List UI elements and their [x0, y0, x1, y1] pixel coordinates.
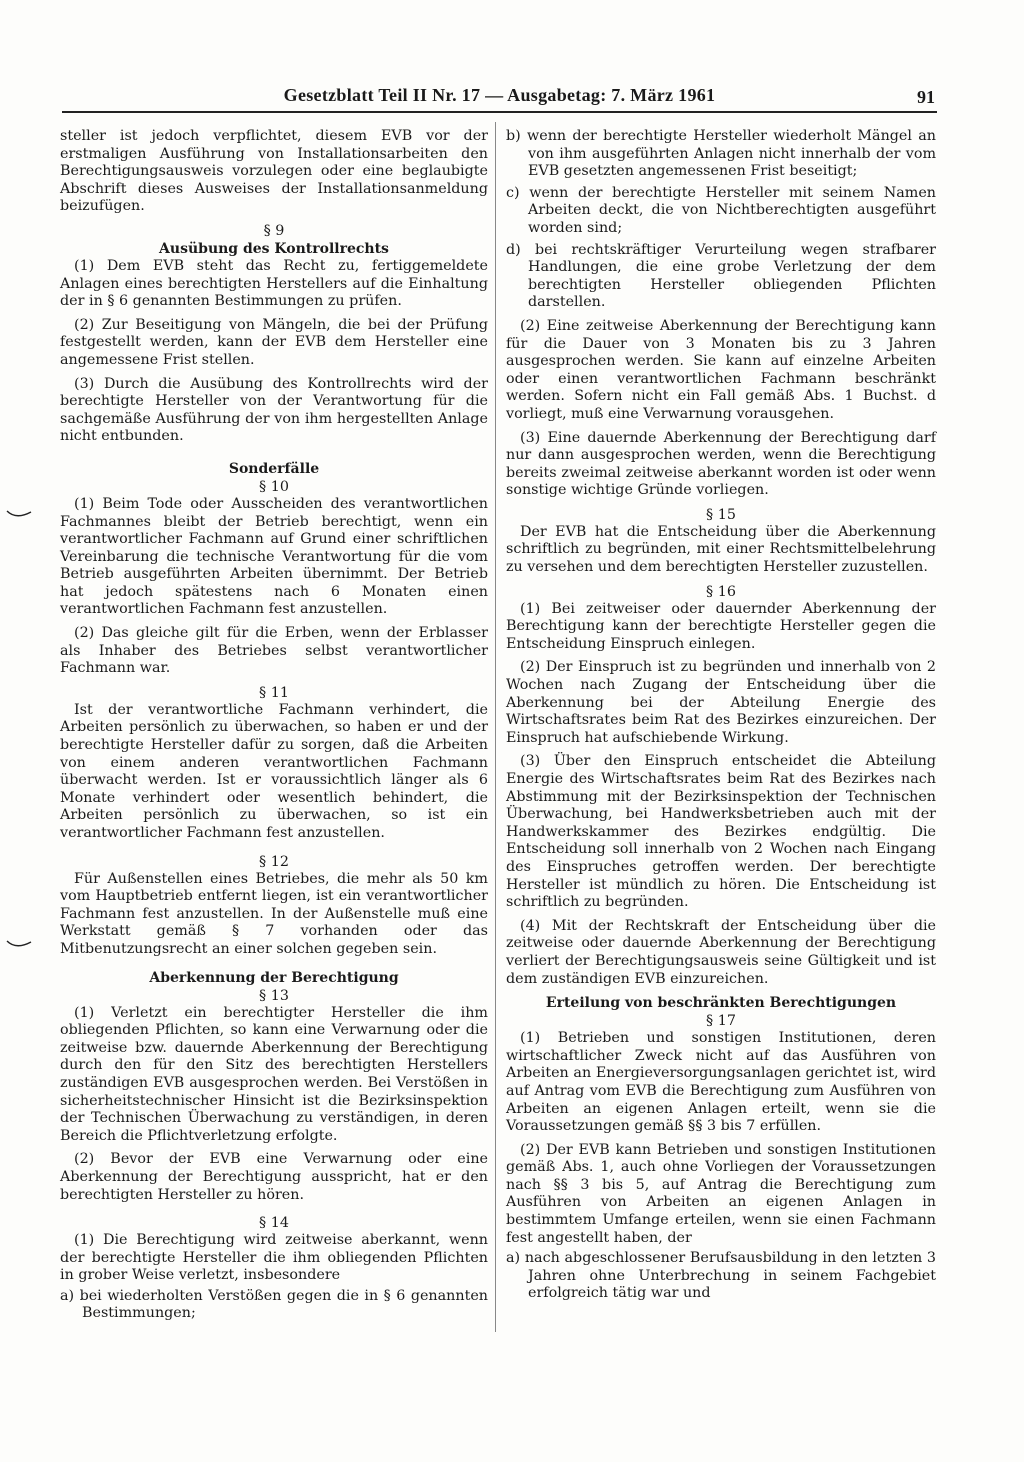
section-number: § 10 — [259, 478, 289, 495]
list-item: a) bei wiederholten Verstößen gegen die in § 6 genannten Bestimmungen; — [60, 1287, 488, 1322]
paragraph: (4) Mit der Rechtskraft der Entscheidung über die zeitweise oder dauernde Aberkennung der Berechtigung verliert der Berechtigungsausweis seine Gültigkeit und ist dem zuständigen EVB einzureichen. — [506, 917, 936, 987]
paragraph: steller ist jedoch verpflichtet, diesem EVB vor der erstmaligen Ausführung von Installationsarbeiten den Berechtigungsausweis vorzulegen oder eine beglaubigte Abschrift dieses Ausweises der Installationsanmeldung beizufügen. — [60, 128, 488, 215]
paragraph: (1) Bei zeitweiser oder dauernder Aberkennung der Berechtigung kann der berechtigte Hersteller gegen die Entscheidung Einspruch einlegen. — [506, 600, 936, 652]
paragraph: Der EVB hat die Entscheidung über die Aberkennung schriftlich zu begründen, mit einer Rechtsmittelbelehrung zu versehen und dem berechtigten Hersteller zuzustellen. — [506, 523, 936, 576]
list-item: b) wenn der berechtigte Hersteller wiederholt Mängel an von ihm ausgeführten Anlagen nicht innerhalb der vom EVB gesetzten angemessenen Frist beseitigt; — [506, 128, 936, 180]
paragraph: (3) Eine dauernde Aberkennung der Berechtigung darf nur dann ausgesprochen werden, wenn die Berechtigung bereits zweimal zeitweise aberkannt worden ist oder wenn sonstige wichtige Gründe vorliegen. — [506, 429, 936, 499]
margin-pencil-mark — [6, 508, 32, 520]
left-column — [60, 128, 488, 1327]
section-number: § 16 — [706, 583, 736, 600]
column-divider — [495, 122, 496, 1332]
paragraph: (2) Der EVB kann Betrieben und sonstigen Institutionen gemäß Abs. 1, auch ohne Vorliegen der Voraussetzungen nach §§ 3 bis 5, auf Antrag die Berechtigung zum Ausführen von Arbeiten an eigenen Anlagen in bestimmtem Umfange erteilen, wenn sie einen Fachmann fest angestellt haben, der — [506, 1141, 936, 1246]
section-number: § 17 — [706, 1013, 736, 1030]
paragraph: (2) Der Einspruch ist zu begründen und innerhalb von 2 Wochen nach Zugang der Entscheidung über die Aberkennung bei der Abteilung Energie des Wirtschaftsrates beim Rat des Bezirkes einzureichen. Der Einspruch hat aufschiebende Wirkung. — [506, 659, 936, 746]
right-column — [506, 128, 936, 1307]
section-number: § 14 — [259, 1215, 289, 1232]
paragraph: (2) Das gleiche gilt für die Erben, wenn der Erblasser als Inhaber des Betriebes selbst verantwortlicher Fachmann war. — [60, 625, 488, 677]
paragraph: (2) Eine zeitweise Aberkennung der Berechtigung kann für die Dauer von 3 Monaten bis zu 3 Jahren ausgesprochen werden. Sie kann auf einzelne Arbeiten oder einen verantwortlichen Fachmann beschränkt werden. Sofern nicht ein Fall gemäß Abs. 1 Buchst. d vorliegt, muß eine Verwarnung vorausgehen. — [506, 317, 936, 422]
section-heading: Aberkennung der Berechtigung — [149, 969, 399, 986]
list-item: a) nach abgeschlossener Berufsausbildung in den letzten 3 Jahren ohne Unterbrechung in seinem Fachgebiet erfolgreich tätig war und — [506, 1250, 936, 1302]
paragraph: (1) Betrieben und sonstigen Institutionen, deren wirtschaftlicher Zweck nicht auf das Ausführen von Arbeiten an Energieversorgungsanlagen gerichtet ist, wird auf Antrag vom EVB die Berechtigung zum Ausführen von Arbeiten an eigenen Anlagen erteilt, wenn sie die Voraussetzungen gemäß §§ 3 bis 7 erfüllen. — [506, 1030, 936, 1135]
paragraph: (1) Verletzt ein berechtigter Hersteller die ihm obliegenden Pflichten, so kann eine Verwarnung oder die zeitweise bzw. dauernde Aberkennung der Berechtigung durch den für den Sitz des berechtigten Herstellers zuständigen EVB ausgesprochen werden. Bei Verstößen in sicherheitstechnischer Hinsicht ist die Bezirksinspektion der Technischen Überwachung zu verständigen, in deren Bereich die Pflichtverletzung erfolgte. — [60, 1004, 488, 1144]
paragraph: (2) Bevor der EVB eine Verwarnung oder eine Aberkennung der Berechtigung ausspricht, hat er den berechtigten Hersteller zu hören. — [60, 1151, 488, 1203]
section-number: § 13 — [259, 987, 289, 1004]
page-number: 91 — [917, 87, 935, 107]
section-heading: Ausübung des Kontrollrechts — [159, 240, 389, 257]
paragraph: (3) Über den Einspruch entscheidet die Abteilung Energie des Wirtschaftsrates beim Rat des Bezirkes nach Abstimmung mit der Bezirksinspektion der Technischen Überwachung, bei Handwerksbetrieben auch mit der Handwerkskammer des Bezirkes endgültig. Die Entscheidung soll innerhalb von 2 Wochen nach Eingang des Einspruches getroffen werden. Der berechtigte Hersteller ist mündlich zu hören. Die Entscheidung ist schriftlich zu begründen. — [506, 753, 936, 911]
paragraph: (3) Durch die Ausübung des Kontrollrechts wird der berechtigte Hersteller von der Verantwortung für die sachgemäße Ausführung der von ihm hergestellten Anlage nicht entbunden. — [60, 375, 488, 445]
page-header — [62, 85, 937, 113]
list-item: d) bei rechtskräftiger Verurteilung wegen strafbarer Handlungen, die eine grobe Verletzung der dem berechtigten Hersteller obliegenden Pflichten darstellen. — [506, 241, 936, 311]
paragraph: Für Außenstellen eines Betriebes, die mehr als 50 km vom Hauptbetrieb entfernt liegen, ist ein verantwortlicher Fachmann fest anzustellen. In der Außenstelle muß eine Werkstatt gemäß § 7 vorhanden oder das Mitbenutzungsrecht an einer solchen gegeben sein. — [60, 870, 488, 957]
paragraph: (1) Dem EVB steht das Recht zu, fertiggemeldete Anlagen eines berechtigten Herstellers auf die Einhaltung der in § 6 genannten Bestimmungen zu prüfen. — [60, 257, 488, 310]
section-number: § 11 — [259, 684, 289, 701]
paragraph: (2) Zur Beseitigung von Mängeln, die bei der Prüfung festgestellt werden, kann der EVB dem Hersteller eine angemessene Frist stellen. — [60, 316, 488, 368]
list-item: c) wenn der berechtigte Hersteller mit seinem Namen Arbeiten deckt, die von Nichtberechtigten ausgeführt worden sind; — [506, 184, 936, 236]
section-number: § 12 — [259, 853, 289, 870]
section-number: § 15 — [706, 506, 736, 523]
section-heading: Sonderfälle — [228, 460, 320, 477]
section-number: § 9 — [263, 222, 285, 239]
gazette-title: Gesetzblatt Teil II Nr. 17 — Ausgabetag: 7. März 1961 — [283, 85, 716, 105]
paragraph: (1) Beim Tode oder Ausscheiden des verantwortlichen Fachmannes bleibt der Betrieb berechtigt, wenn ein verantwortlicher Fachmann auf Grund einer schriftlichen Vereinbarung die technische Verantwortung für die vom Betrieb ausgeführten Arbeiten übernimmt. Der Betrieb hat jedoch spätestens nach 6 Monaten einen verantwortlichen Fachmann fest anzustellen. — [60, 495, 488, 618]
paragraph: Ist der verantwortliche Fachmann verhindert, die Arbeiten persönlich zu überwachen, so haben er und der berechtigte Hersteller dafür zu sorgen, daß die Arbeiten von einem anderen verantwortlichen Fachmann überwacht werden. Ist er voraussichtlich länger als 6 Monate verhindert oder wesentlich behindert, die Arbeiten persönlich zu überwachen, so ist ein verantwortlicher Fachmann fest anzustellen. — [60, 701, 488, 841]
margin-pencil-mark — [6, 938, 32, 950]
paragraph: (1) Die Berechtigung wird zeitweise aberkannt, wenn der berechtigte Hersteller die ihm obliegenden Pflichten in grober Weise verletzt, insbesondere — [60, 1232, 488, 1284]
section-heading: Erteilung von beschränkten Berechtigungen — [545, 995, 897, 1012]
